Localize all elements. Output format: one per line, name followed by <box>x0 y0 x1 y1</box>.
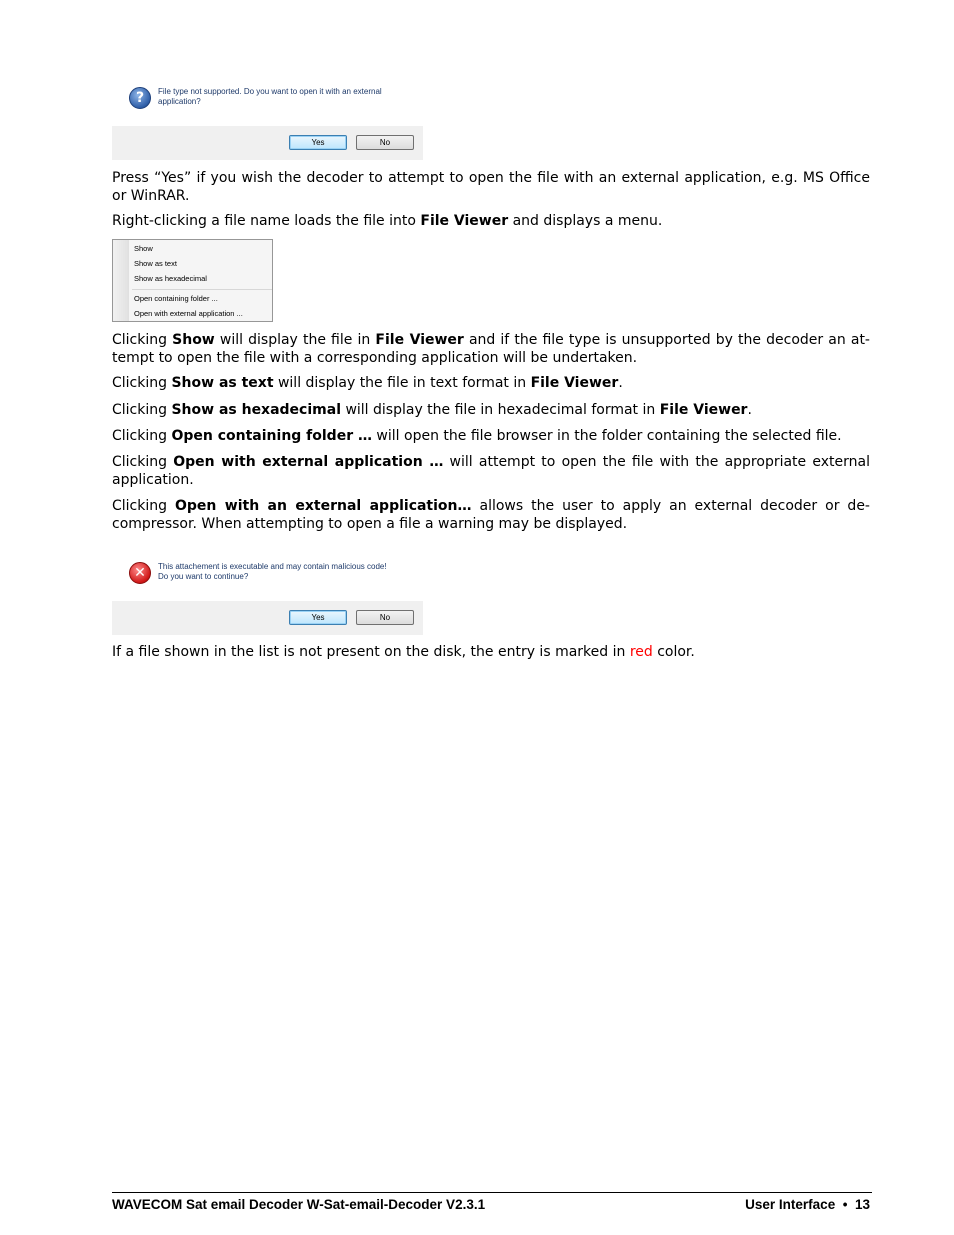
bold-text: Show as hexadecimal <box>171 402 341 418</box>
executable-warning-dialog <box>112 556 423 635</box>
dialog-message-line: Do you want to continue? <box>158 572 249 581</box>
dialog-message-line: This attachement is executable and may contain malicious code! <box>158 562 387 571</box>
text: and if the file type is unsupported by the decoder an at-tempt to open the file with a corresponding application will be undertaken. <box>112 332 870 366</box>
paragraph-press-yes: Press “Yes” if you wish the decoder to attempt to open the file with an external application, e.g. MS Office or WinRAR. <box>112 170 870 204</box>
text: will display the file in text format in <box>273 375 531 391</box>
bold-text: Open with an external application… <box>174 498 472 514</box>
paragraph-show-as-hexadecimal <box>112 402 870 420</box>
text: . <box>747 402 752 418</box>
page-number: 13 <box>854 1197 870 1212</box>
red-text: red <box>629 644 653 660</box>
footer-section-label: User Interface <box>745 1197 836 1212</box>
paragraph-show-as-text <box>112 375 870 393</box>
menu-gutter <box>113 240 129 321</box>
text: If a file shown in the list is not present on the disk, the entry is marked in <box>112 644 630 660</box>
menu-separator <box>132 289 272 290</box>
text: color. <box>652 644 695 660</box>
bold-text: File Viewer <box>420 213 509 229</box>
menu-item-open-containing-folder[interactable]: Open containing folder ... <box>134 294 218 303</box>
text: Clicking <box>112 454 174 470</box>
no-button[interactable]: No <box>356 135 414 150</box>
bold-text: Show <box>172 332 215 348</box>
text: Clicking <box>112 428 172 444</box>
file-type-dialog <box>112 81 423 160</box>
menu-item-show[interactable]: Show <box>134 244 153 253</box>
bold-text: Open with external application … <box>173 454 444 470</box>
bold-text: Show as text <box>171 375 274 391</box>
paragraph-missing-file <box>112 644 870 662</box>
text: will display the file in <box>214 332 376 348</box>
menu-item-show-as-hexadecimal[interactable]: Show as hexadecimal <box>134 274 207 283</box>
dialog-message <box>158 562 408 582</box>
yes-button[interactable]: Yes <box>289 610 347 625</box>
footer-product-title: WAVECOM Sat email Decoder W-Sat-email-Decoder V2.3.1 <box>112 1197 486 1212</box>
paragraph-show <box>112 332 870 367</box>
menu-item-show-as-text[interactable]: Show as text <box>134 259 177 268</box>
footer-bullet: • <box>842 1197 848 1212</box>
dialog-button-bar <box>112 601 423 635</box>
paragraph-open-with-external-application <box>112 454 870 489</box>
paragraph-right-click <box>112 213 870 231</box>
text: allows the user to apply an external decoder or de-compressor. When attempting to open a file a warning may be displayed. <box>112 498 870 532</box>
dialog-message: File type not supported. Do you want to open it with an external application? <box>158 87 382 106</box>
bold-text: File Viewer <box>530 375 619 391</box>
text: Clicking <box>112 498 175 514</box>
text: Clicking <box>112 375 172 391</box>
text: will display the file in hexadecimal format in <box>341 402 660 418</box>
no-button[interactable]: No <box>356 610 414 625</box>
error-icon: ✕ <box>129 562 151 584</box>
text: Clicking <box>112 332 173 348</box>
bold-text: Open containing folder … <box>171 428 372 444</box>
yes-button[interactable]: Yes <box>289 135 347 150</box>
text: will attempt to open the file with the appropriate external application. <box>112 454 870 488</box>
text: Right-clicking a file name loads the file into <box>112 213 421 229</box>
dialog-button-bar <box>112 126 423 160</box>
footer-section <box>745 1197 870 1212</box>
text: will open the file browser in the folder containing the selected file. <box>371 428 842 444</box>
paragraph-open-containing-folder <box>112 428 870 446</box>
footer-rule <box>112 1192 872 1193</box>
text: Clicking <box>112 402 172 418</box>
bold-text: File Viewer <box>659 402 748 418</box>
paragraph-open-with-an-external-application <box>112 498 870 533</box>
bold-text: File Viewer <box>375 332 464 348</box>
text: . <box>618 375 623 391</box>
text: and displays a menu. <box>508 213 663 229</box>
context-menu <box>112 239 273 322</box>
menu-item-open-with-external-application[interactable]: Open with external application ... <box>134 309 243 318</box>
question-icon: ? <box>129 87 151 109</box>
